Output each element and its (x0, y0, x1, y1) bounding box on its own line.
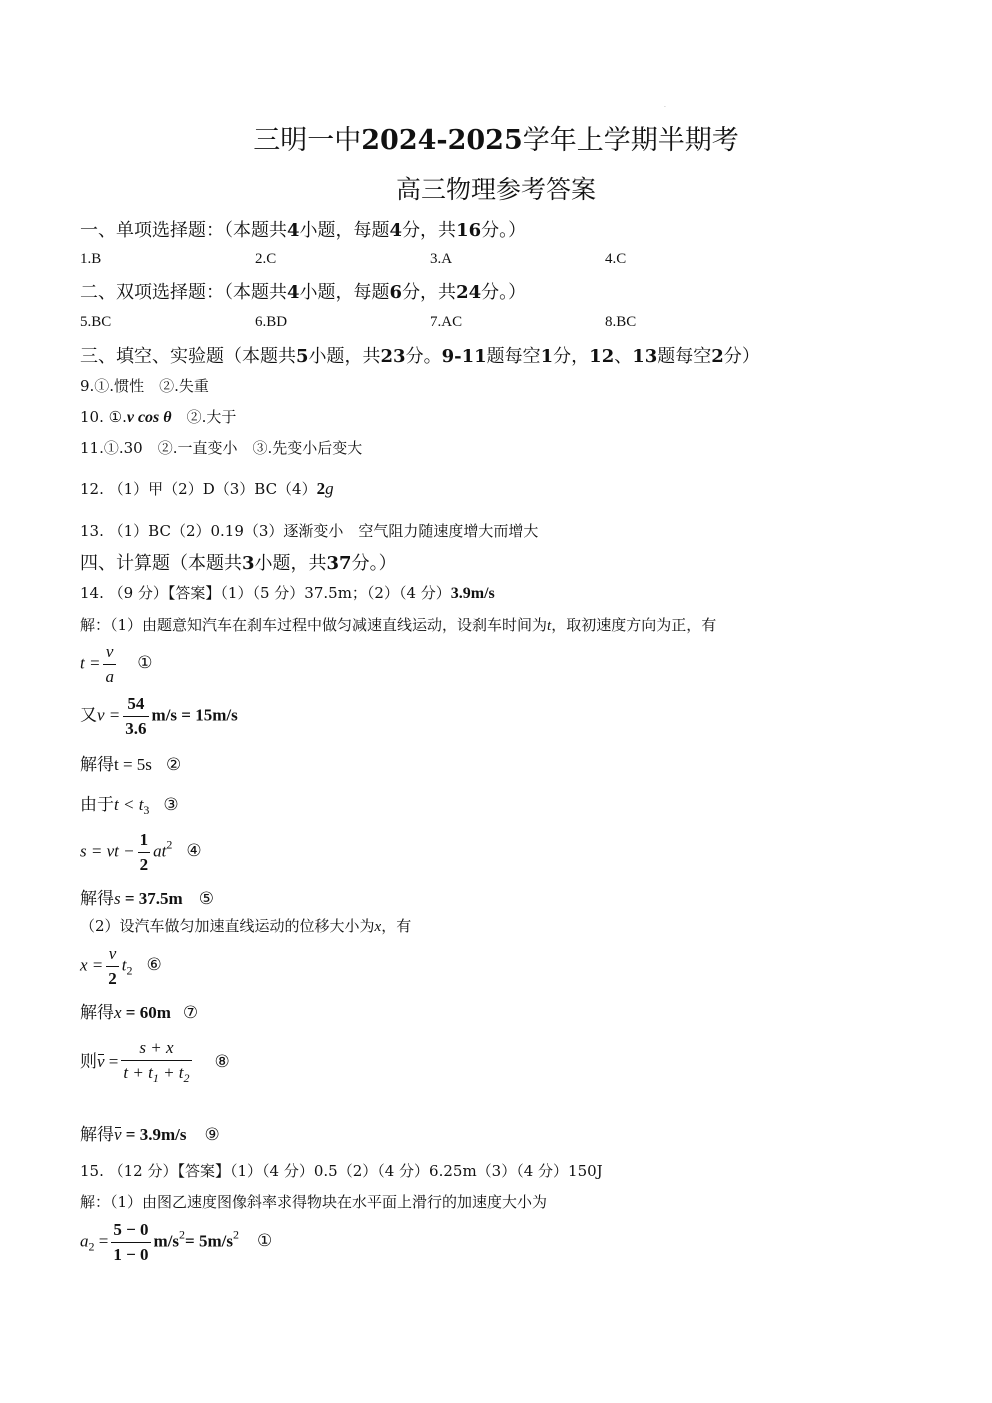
eq-den: 1 − 0 (113, 1245, 149, 1264)
sec-text: 小题，共 (254, 553, 327, 574)
section-calculation (80, 549, 397, 575)
eq-rhs: at (153, 841, 167, 861)
sec-text: 二、双项选择题：（本题共 (80, 282, 287, 303)
sec-text: 分。 (405, 346, 442, 367)
eq-fraction (103, 640, 116, 689)
eq-mark: ③ (163, 795, 179, 814)
eq-rhs: m/s = 15m/s (151, 705, 238, 725)
eq-sup: 2 (179, 1227, 186, 1242)
sec-text: 分） (723, 346, 760, 367)
sec-text: 分，共 (402, 220, 457, 241)
eq-lhs: t = (80, 653, 101, 673)
eq-mark: ① (256, 1231, 273, 1251)
section-double-choice (80, 278, 526, 304)
sec-text: 分。） (481, 220, 527, 241)
eq-lhs: s = vt − (80, 841, 135, 861)
title-term: 学年上学期半期考 (522, 125, 739, 156)
answer-expr: v cos θ (126, 409, 172, 426)
sec-num: 12 (589, 346, 615, 367)
section-single-choice (80, 216, 526, 242)
eq-var: x (114, 1003, 122, 1022)
eq-expr: = 60m (125, 1003, 171, 1022)
q14-answer-header (80, 582, 495, 603)
sec-text: 分。） (351, 553, 397, 574)
sec-num: 13 (632, 346, 658, 367)
eq-prefix: 又 (80, 705, 97, 725)
answer-text: 14. （9 分）【答案】（1）（5 分）37.5m；（2）（4 分） (80, 584, 451, 602)
eq-num: v (103, 640, 116, 665)
sec-num: 2 (711, 346, 724, 367)
q14-eq5 (80, 828, 202, 877)
solution-var: x (374, 919, 382, 935)
eq-var-avg: v (114, 1125, 122, 1144)
sec-text: 三、填空、实验题（本题共 (80, 346, 296, 367)
section-fill-experiment (80, 342, 760, 368)
solution-text: 解：（1）由题意知汽车在刹车过程中做匀减速直线运动，设刹车时间为 (80, 616, 548, 634)
eq-expr: = 37.5m (124, 889, 183, 908)
sec-num: 4 (389, 220, 403, 241)
eq-fraction (138, 828, 151, 877)
eq-lhs: a (80, 1231, 89, 1251)
sec-num: 9-11 (441, 346, 487, 367)
eq-sub: 2 (126, 963, 133, 978)
sec-text: 一、单项选择题：（本题共 (80, 220, 287, 241)
answer-4: 4.C (605, 251, 627, 267)
answer-2: 2.C (255, 251, 277, 267)
answer-value: 3.9m/s (450, 585, 495, 602)
solution-text: ，取初速度方向为正，有 (551, 616, 717, 634)
eq-num: s + x (121, 1036, 191, 1061)
q14-eq4 (80, 790, 179, 818)
eq-prefix: 由于 (80, 795, 114, 814)
eq-mark: ① (137, 653, 153, 673)
sec-text: 分，共 (402, 282, 457, 303)
page-title (0, 118, 992, 157)
q14-eq8 (80, 998, 198, 1023)
q14-eq10 (80, 1120, 220, 1145)
answer-5: 5.BC (80, 314, 112, 330)
sec-num: 5 (296, 346, 309, 367)
eq-expr: t = 5s (114, 755, 152, 774)
eq-mark: ⑥ (146, 955, 162, 975)
q15-eq1 (80, 1218, 272, 1267)
eq-prefix: 解得 (80, 889, 114, 908)
eq-sign: = (98, 1231, 109, 1251)
answer-var: g (325, 479, 334, 498)
sec-text: 题每空 (486, 346, 541, 367)
sec-text: 、 (614, 346, 633, 367)
answer-13: 13. （1）BC（2）0.19（3）逐渐变小 空气阻力随速度增大而增大 (80, 522, 539, 540)
eq-prefix: 则 (80, 1051, 97, 1071)
answer-1: 1.B (80, 251, 102, 267)
eq-var: s (114, 889, 121, 908)
sec-text: 小题，每题 (299, 282, 390, 303)
eq-num: 1 (138, 828, 151, 853)
eq-rhs: t (121, 955, 127, 975)
eq-rhs: m/s (153, 1231, 180, 1251)
solution-text: （2）设汽车做匀加速直线运动的位移大小为 (80, 917, 375, 935)
eq-prefix: 解得 (80, 1125, 114, 1144)
sec-num: 4 (287, 282, 300, 303)
eq-den: 3.6 (125, 719, 147, 738)
eq-rhs: = 5m/s (185, 1231, 233, 1251)
eq-prefix: 解得 (80, 755, 114, 774)
sec-num: 6 (389, 282, 403, 303)
eq-mark: ⑦ (182, 1003, 199, 1022)
answer-text: 12. （1）甲（2）D（3）BC（4） (80, 480, 317, 498)
q14-solution-2 (80, 915, 411, 936)
sec-num: 23 (380, 346, 406, 367)
eq-var-avg: v (97, 1051, 105, 1071)
q14-eq6 (80, 884, 214, 909)
title-year: 2024-2025 (361, 125, 523, 156)
eq-lhs: x = (80, 955, 104, 975)
answer-text: 10. ①. (80, 408, 127, 426)
answer-9: 9.①.惯性 ②.失重 (80, 377, 209, 395)
sec-num: 1 (540, 346, 554, 367)
eq-mark: ⑧ (214, 1051, 230, 1071)
eq-fraction (106, 942, 119, 991)
eq-mark: ② (165, 755, 182, 774)
eq-lhs: v = (97, 705, 121, 725)
answer-3: 3.A (430, 251, 453, 267)
sec-num: 37 (326, 553, 352, 574)
answer-num: 2 (316, 479, 326, 498)
q14-eq1 (80, 640, 152, 689)
page-subtitle: 高三物理参考答案 (395, 175, 596, 204)
eq-num: 54 (123, 692, 148, 717)
eq-mark: ⑨ (204, 1125, 220, 1144)
eq-mark: ⑤ (198, 889, 214, 908)
q14-eq3 (80, 750, 181, 775)
eq-sub: 3 (143, 803, 150, 817)
eq-sup: 2 (166, 837, 173, 852)
eq-den: a (105, 667, 114, 686)
q14-solution-1 (80, 614, 716, 635)
eq-mark: ④ (186, 841, 202, 861)
sec-text: 分， (553, 346, 590, 367)
answer-11: 11.①.30 ②.一直变小 ③.先变小后变大 (80, 439, 363, 457)
sec-num: 3 (242, 553, 255, 574)
answer-text: ②.大于 (171, 408, 237, 426)
answer-6: 6.BD (255, 314, 288, 330)
sec-num: 4 (287, 220, 300, 241)
solution-text: ，有 (381, 917, 412, 935)
sec-text: 题每空 (657, 346, 712, 367)
stray-dot: · (664, 104, 666, 111)
solution-var: t (547, 618, 552, 634)
eq-den: 2 (139, 855, 149, 874)
eq-sup: 2 (232, 1227, 239, 1242)
eq-den: 2 (108, 969, 117, 988)
eq-sub: 2 (183, 1071, 190, 1085)
answer-7: 7.AC (430, 314, 463, 330)
eq-fraction (123, 692, 148, 741)
sec-text: 小题，共 (308, 346, 381, 367)
eq-den (121, 1061, 191, 1090)
title-school: 三明一中 (253, 125, 362, 156)
q14-eq2 (80, 692, 238, 741)
eq-fraction (121, 1036, 191, 1090)
eq-expr: t < t (114, 795, 144, 814)
eq-expr: = 3.9m/s (125, 1125, 187, 1144)
sec-text: 四、计算题（本题共 (80, 553, 242, 574)
answer-12 (80, 478, 334, 499)
eq-prefix: 解得 (80, 1003, 114, 1022)
eq-den-part: + t (158, 1063, 184, 1082)
eq-num: v (106, 942, 119, 967)
q15-solution-1: 解：（1）由图乙速度图像斜率求得物块在水平面上滑行的加速度大小为 (80, 1193, 548, 1211)
q14-eq9 (80, 1036, 230, 1090)
sec-num: 16 (456, 220, 482, 241)
eq-sign: = (108, 1051, 119, 1071)
answer-10 (80, 406, 236, 427)
answer-8: 8.BC (605, 314, 637, 330)
eq-den-part: t + t (123, 1063, 153, 1082)
eq-fraction (111, 1218, 150, 1267)
sec-text: 分。） (481, 282, 527, 303)
q15-answer-header: 15. （12 分）【答案】（1）（4 分）0.5（2）（4 分）6.25m（3）（4 分）150J (80, 1162, 603, 1180)
eq-sub: 1 (152, 1071, 159, 1085)
sec-num: 24 (456, 282, 482, 303)
eq-num: 5 − 0 (111, 1218, 150, 1243)
eq-sub: 2 (88, 1239, 95, 1254)
sec-text: 小题，每题 (299, 220, 390, 241)
q14-eq7 (80, 942, 162, 991)
